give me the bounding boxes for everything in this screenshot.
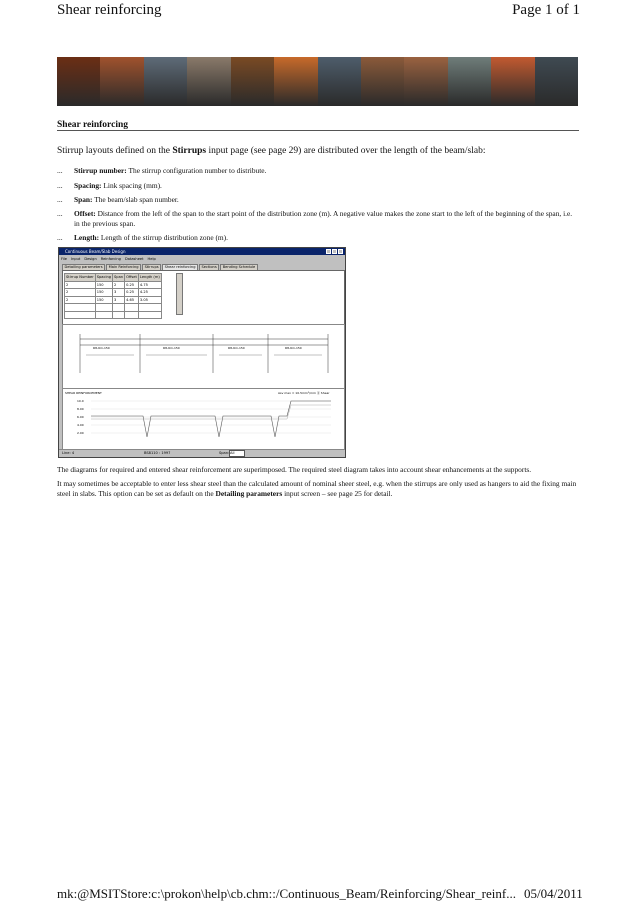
banner-photo: [318, 57, 361, 106]
cell[interactable]: 150: [95, 296, 112, 304]
paragraph-superimposed: The diagrams for required and entered shear reinforcement are superimposed. The required steel diagram takes into account shear enhancements at the supports.: [57, 465, 532, 474]
cell[interactable]: 3: [113, 296, 125, 304]
beam-label: R8-6m-150: [93, 346, 110, 350]
banner-photo: [100, 57, 143, 106]
tab-detailing-parameters[interactable]: Detailing parameters: [62, 264, 105, 270]
bullet-term: Spacing:: [74, 181, 102, 190]
cell[interactable]: [95, 311, 112, 319]
bullet-term: Stirrup number:: [74, 166, 127, 175]
cell[interactable]: [113, 311, 125, 319]
cell[interactable]: 4.25: [138, 289, 161, 297]
span-select[interactable]: All: [229, 450, 245, 457]
bullet-text: Link spacing (mm).: [101, 181, 162, 190]
minimize-icon[interactable]: [326, 249, 331, 254]
bullet-text: The beam/slab span number.: [92, 195, 179, 204]
shear-graph: [62, 388, 345, 452]
bullet-stirrup-number: [57, 166, 579, 176]
banner-photo: [491, 57, 534, 106]
menu-design[interactable]: Design: [84, 257, 97, 261]
cell[interactable]: 4.75: [138, 281, 161, 289]
col-length: Length (m): [139, 275, 160, 280]
status-bar: [59, 449, 345, 457]
menu-reinforcing[interactable]: Reinforcing: [100, 257, 121, 261]
beam-diagram: [62, 324, 345, 390]
cell[interactable]: 2: [65, 289, 96, 297]
page-footer: [57, 886, 583, 902]
window-title: Continuous Beam/Slab Design: [65, 249, 126, 254]
cell[interactable]: 0.25: [125, 289, 139, 297]
cell[interactable]: 4.65: [125, 296, 139, 304]
table-row[interactable]: [65, 289, 162, 297]
col-span: Span: [114, 275, 124, 280]
stirrup-table: [64, 273, 162, 319]
banner-photo: [535, 57, 578, 106]
bullet-term: Length:: [74, 233, 100, 242]
bullet-term: Offset:: [74, 209, 96, 218]
title-rule: [57, 130, 579, 131]
col-offset: Offset: [126, 275, 137, 280]
beam-label: R8-6m-150: [228, 346, 245, 350]
intro-text: Stirrup layouts defined on the: [57, 146, 173, 156]
cell[interactable]: 3: [113, 289, 125, 297]
status-code: BS8110 : 1997: [144, 451, 171, 455]
bullet-text: The stirrup configuration number to distribute.: [126, 166, 267, 175]
cell[interactable]: [65, 311, 96, 319]
window-titlebar: [59, 248, 345, 255]
bullet-marker: ...: [57, 195, 63, 204]
beam-label: R8-6m-150: [285, 346, 302, 350]
table-row[interactable]: [65, 311, 162, 319]
banner-photo: [187, 57, 230, 106]
tab-bending-schedule[interactable]: Bending Schedule: [220, 264, 257, 270]
cell[interactable]: [138, 304, 161, 312]
para-text: It may sometimes be acceptable to enter less shear steel than the calculated amount of nominal sheer steel, e.g. when the stirrups are only used as hangers to aid the fixing main steel in slabs. This option can be set as default on the: [57, 479, 577, 498]
y-tick: 2.00: [77, 431, 84, 435]
graph-title: SHEAR REINFORCEMENT: [65, 391, 102, 395]
tab-main-reinforcing[interactable]: Main Reinforcing: [106, 264, 141, 270]
banner-photo: [404, 57, 447, 106]
maximize-icon[interactable]: [332, 249, 337, 254]
col-spacing: Spacing: [96, 275, 112, 280]
banner-photo: [144, 57, 187, 106]
bullet-marker: ...: [57, 181, 63, 190]
cell[interactable]: [95, 304, 112, 312]
table-row[interactable]: [65, 281, 162, 289]
menu-file[interactable]: File: [61, 257, 68, 261]
menu-help[interactable]: Help: [147, 257, 156, 261]
banner-photo: [361, 57, 404, 106]
table-scrollbar[interactable]: [176, 273, 183, 315]
cell[interactable]: 3.05: [138, 296, 161, 304]
bullet-offset: [57, 209, 579, 228]
photo-banner: [57, 57, 578, 106]
graph-legend: Asv max = 10.5mm²/mm Ⓢ Shear: [278, 391, 330, 395]
intro-text-end: input page (see page 29) are distributed over the length of the beam/slab:: [206, 146, 486, 156]
bullet-marker: ...: [57, 166, 63, 175]
section-title: Shear reinforcing: [57, 120, 128, 130]
bullet-marker: ...: [57, 209, 63, 218]
cell[interactable]: [65, 304, 96, 312]
y-tick: 10.0: [77, 399, 84, 403]
app-screenshot: [58, 247, 346, 458]
span-label: Span:: [219, 451, 230, 455]
bullet-term: Span:: [74, 195, 93, 204]
cell[interactable]: [113, 304, 125, 312]
tab-stirrups[interactable]: Stirrups: [142, 264, 161, 270]
y-tick: 8.00: [77, 407, 84, 411]
cell[interactable]: [138, 311, 161, 319]
y-tick: 4.00: [77, 423, 84, 427]
tab-shear-reinforcing[interactable]: Shear reinforcing: [162, 264, 198, 270]
table-header-row: [65, 274, 162, 282]
cell[interactable]: 150: [95, 289, 112, 297]
col-stirrup-number: Stirrup Number: [66, 275, 94, 280]
bullet-length: [57, 233, 579, 243]
beam-stirrup-layout: [63, 325, 344, 389]
bullet-text: Length of the stirrup distribution zone (m).: [99, 233, 228, 242]
status-line: Line: 4: [62, 451, 75, 455]
bullet-span: [57, 195, 579, 205]
footer-url: mk:@MSITStore:c:\prokon\help\cb.chm::/Continuous_Beam/Reinforcing/Shear_reinf...: [57, 886, 516, 901]
cell[interactable]: 150: [95, 281, 112, 289]
tab-sections[interactable]: Sections: [199, 264, 219, 270]
y-tick: 6.00: [77, 415, 84, 419]
cell[interactable]: [125, 304, 139, 312]
intro-paragraph: [57, 145, 579, 157]
beam-label: R8-6m-150: [163, 346, 180, 350]
bullet-spacing: [57, 181, 579, 191]
banner-photo: [231, 57, 274, 106]
bullet-text: Distance from the left of the span to the start point of the distribution zone (m). A negative value makes the zone start to the left of the beginning of the span, i.e. in the previous span.: [74, 209, 573, 228]
menu-bar: [61, 256, 156, 262]
close-icon[interactable]: [338, 249, 343, 254]
menu-datasheet[interactable]: Datasheet: [124, 257, 144, 261]
cell[interactable]: [125, 311, 139, 319]
page-number: Page 1 of 1: [512, 2, 580, 18]
page-header-title: Shear reinforcing: [57, 2, 162, 18]
menu-input[interactable]: Input: [71, 257, 81, 261]
banner-photo: [57, 57, 100, 106]
bullet-marker: ...: [57, 233, 63, 242]
cell[interactable]: 2: [65, 296, 96, 304]
detailing-parameters-text: Detailing parameters: [215, 488, 283, 498]
cell[interactable]: 2: [113, 281, 125, 289]
stirrups-link-text: Stirrups: [172, 146, 207, 156]
banner-photo: [448, 57, 491, 106]
shear-reinforcement-chart: [63, 389, 344, 451]
cell[interactable]: 0.25: [125, 281, 139, 289]
paragraph-nominal-steel: [57, 479, 579, 498]
para-text-end: input screen – see page 25 for detail.: [282, 488, 393, 498]
table-row[interactable]: [65, 296, 162, 304]
table-row[interactable]: [65, 304, 162, 312]
footer-date: 05/04/2011: [523, 886, 583, 901]
cell[interactable]: 2: [65, 281, 96, 289]
banner-photo: [274, 57, 317, 106]
